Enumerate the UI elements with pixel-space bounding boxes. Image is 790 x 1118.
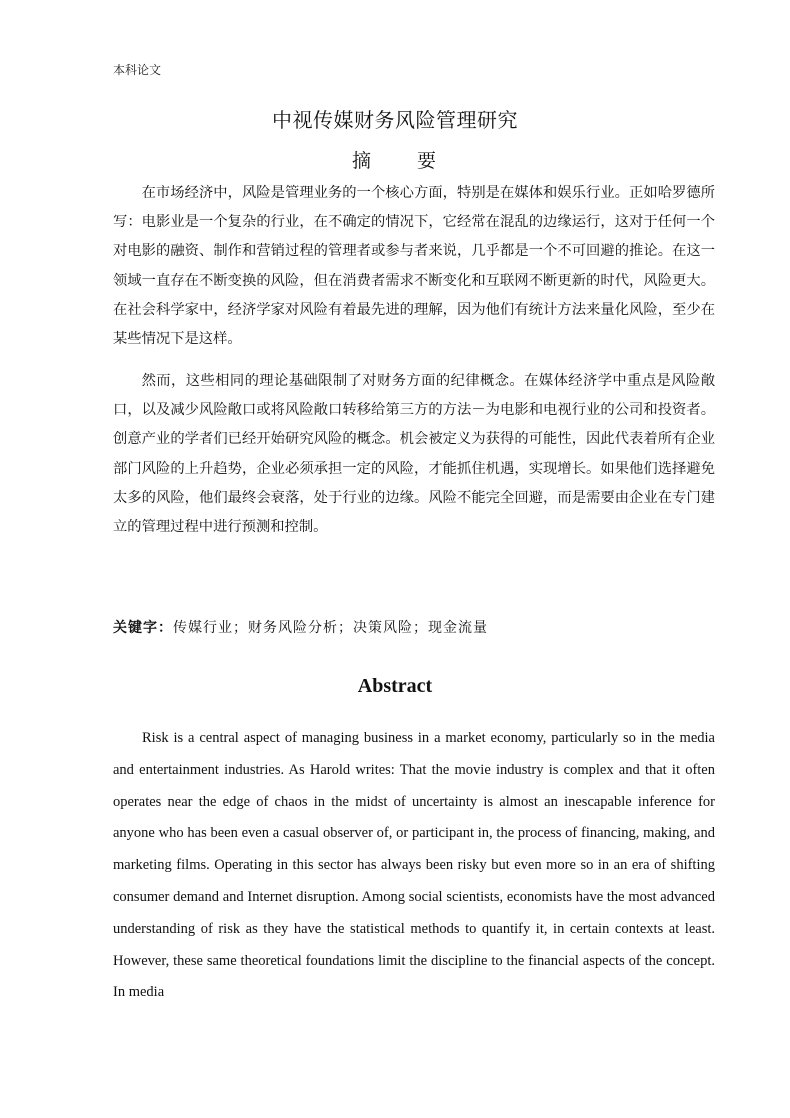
abstract-cn-text: 然而，这些相同的理论基础限制了对财务方面的纪律概念。在媒体经济学中重点是风险敞口，以及减少风险敞口或将风险敞口转移给第三方的方法－为电影和电视行业的公司和投资者。创意产业的学者们已经开始研究风险的概念。机会被定义为获得的可能性，因此代表着所有企业部门风险的上升趋势，企业必须承担一定的风险，才能抓住机遇，实现增长。如果他们选择避免太多的风险，他们最终会衰落，处于行业的边缘。风险不能完全回避，而是需要由企业在专门建立的管理过程中进行预测和控制。	[113, 373, 715, 536]
abstract-cn-paragraph-1	[113, 179, 715, 354]
keywords-list: 传媒行业；财务风险分析；决策风险；现金流量	[173, 620, 488, 636]
running-header: 本科论文	[113, 63, 162, 77]
abstract-cn-paragraph-2	[113, 367, 715, 542]
keywords-label: 关键字：	[113, 620, 173, 636]
abstract-cn-text: 在市场经济中，风险是管理业务的一个核心方面，特别是在媒体和娱乐行业。正如哈罗德所写：电影业是一个复杂的行业，在不确定的情况下，它经常在混乱的边缘运行，这对于任何一个对电影的融资、制作和营销过程的管理者或参与者来说，几乎都是一个不可回避的推论。在这一领域一直存在不断变换的风险，但在消费者需求不断变化和互联网不断更新的时代，风险更大。在社会科学家中，经济学家对风险有着最先进的理解，因为他们有统计方法来量化风险，至少在某些情况下是这样。	[113, 185, 715, 348]
paper-title: 中视传媒财务风险管理研究	[272, 108, 518, 132]
abstract-en-heading: Abstract	[357, 675, 433, 697]
abstract-cn-heading: 摘 要	[351, 150, 457, 172]
keywords-line	[113, 618, 488, 638]
abstract-en-paragraph: Risk is a central aspect of managing business in a market economy, particularly so in the media and entertainment industries. As Harold writes: That the movie industry is complex and that it often operates near the edge of chaos in the midst of uncertainty is almost an inescapable inference for anyone who has been even a casual observer of, or participant in, the process of financing, making, and marketing films. Operating in this sector has always been risky but even more so in an era of shifting consumer demand and Internet disruption. Among social scientists, economists have the most advanced understanding of risk as they have the statistical methods to quantify it, in certain contexts at least. However, these same theoretical foundations limit the discipline to the financial aspects of the concept. In media	[113, 730, 715, 1001]
